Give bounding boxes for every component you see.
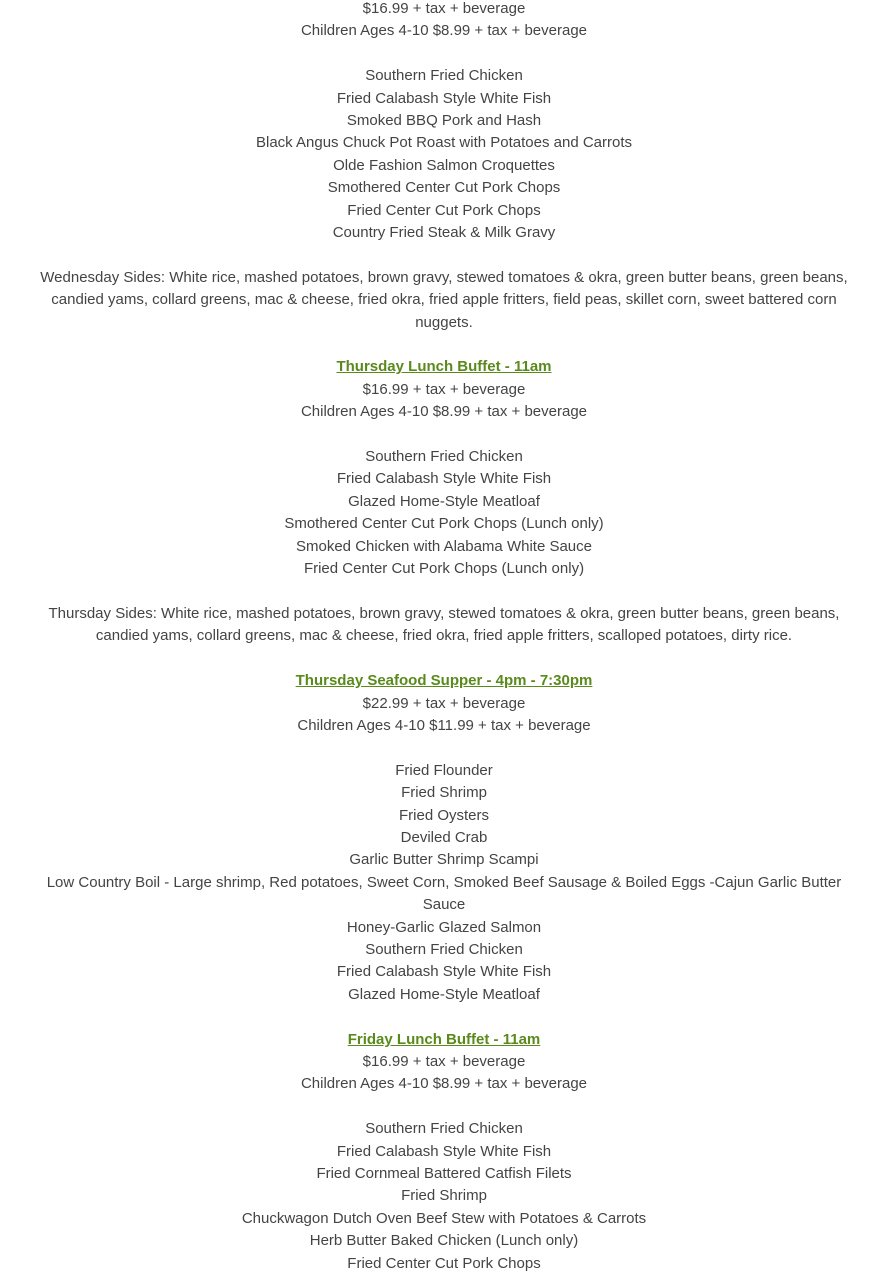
menu-item: Smoked BBQ Pork and Hash (346, 112, 542, 130)
spacer (30, 737, 858, 759)
spacer (30, 43, 858, 65)
menu-item: Low Country Boil - Large shrimp, Red potatoes, Sweet Corn, Smoked Beef Sausage & Boiled Eggs -Cajun Garlic Butter Sauce (46, 873, 842, 914)
menu-item: Herb Butter Baked Chicken (Lunch only) (309, 1232, 579, 1250)
menu-item: Fried Center Cut Pork Chops (347, 1254, 541, 1272)
menu-item: Fried Center Cut Pork Chops (347, 201, 541, 219)
menu-item: Smothered Center Cut Pork Chops (327, 179, 561, 197)
menu-item: Fried Center Cut Pork Chops (Lunch only) (303, 560, 585, 578)
menu-item: Fried Shrimp (401, 1187, 487, 1205)
menu-item: Fried Oysters (398, 806, 489, 824)
menu-item: Southern Fried Chicken (365, 448, 523, 466)
menu-item: Fried Calabash Style White Fish (336, 963, 552, 981)
menu-item: Glazed Home-Style Meatloaf (348, 985, 540, 1003)
friday-lunch-children-price: Children Ages 4-10 $8.99 + tax + beverage (300, 1075, 588, 1093)
spacer (30, 424, 858, 446)
menu-item: Olde Fashion Salmon Croquettes (333, 156, 555, 174)
thursday-lunch-children-price: Children Ages 4-10 $8.99 + tax + beverage (300, 403, 588, 421)
wednesday-children-price: Children Ages 4-10 $8.99 + tax + beverage (300, 22, 588, 40)
menu-item: Fried Cornmeal Battered Catfish Filets (316, 1164, 572, 1182)
menu-item: Smothered Center Cut Pork Chops (Lunch only) (284, 515, 604, 533)
thursday-lunch-price: $16.99 + tax + beverage (362, 380, 526, 398)
menu-item: Smoked Chicken with Alabama White Sauce (296, 537, 592, 555)
menu-item: Southern Fried Chicken (365, 1120, 523, 1138)
friday-lunch-price: $16.99 + tax + beverage (362, 1052, 526, 1070)
friday-lunch-heading-link[interactable]: Friday Lunch Buffet - 11am (347, 1030, 541, 1048)
menu-item: Southern Fried Chicken (365, 67, 523, 85)
thursday-lunch-heading-link[interactable]: Thursday Lunch Buffet - 11am (336, 358, 552, 376)
thursday-seafood-children-price: Children Ages 4-10 $11.99 + tax + beverage (297, 716, 591, 734)
menu-item: Fried Shrimp (401, 784, 487, 802)
menu-item: Fried Calabash Style White Fish (336, 89, 552, 107)
menu-item: Chuckwagon Dutch Oven Beef Stew with Potatoes & Carrots (241, 1209, 647, 1227)
spacer (30, 244, 858, 266)
wednesday-sides: Wednesday Sides: White rice, mashed potatoes, brown gravy, stewed tomatoes & okra, green butter beans, green beans, candied yams, collard greens, mac & cheese, fried okra, fried apple fritters, field peas, skillet corn, sweet battered corn nuggets. (40, 268, 848, 331)
wednesday-price: $16.99 + tax + beverage (362, 0, 526, 17)
menu-item: Country Fried Steak & Milk Gravy (332, 224, 556, 242)
thursday-seafood-heading-link[interactable]: Thursday Seafood Supper - 4pm - 7:30pm (295, 672, 593, 690)
spacer (30, 334, 858, 356)
menu-item: Glazed Home-Style Meatloaf (348, 492, 540, 510)
thursday-sides: Thursday Sides: White rice, mashed potatoes, brown gravy, stewed tomatoes & okra, green butter beans, green beans, candied yams, collard greens, mac & cheese, fried okra, fried apple fritters, scalloped potatoes, dirty rice. (48, 604, 840, 645)
menu-item: Fried Flounder (395, 761, 493, 779)
menu-item: Deviled Crab (400, 828, 488, 846)
menu-item: Fried Calabash Style White Fish (336, 470, 552, 488)
menu-content (30, 0, 858, 1275)
spacer (30, 1096, 858, 1118)
spacer (30, 581, 858, 603)
menu-item: Honey-Garlic Glazed Salmon (346, 918, 542, 936)
spacer (30, 648, 858, 670)
menu-item: Black Angus Chuck Pot Roast with Potatoes and Carrots (255, 134, 633, 152)
menu-item: Fried Calabash Style White Fish (336, 1142, 552, 1160)
spacer (30, 1006, 858, 1028)
thursday-seafood-price: $22.99 + tax + beverage (362, 694, 526, 712)
menu-item: Garlic Butter Shrimp Scampi (349, 851, 539, 869)
menu-item: Southern Fried Chicken (365, 940, 523, 958)
